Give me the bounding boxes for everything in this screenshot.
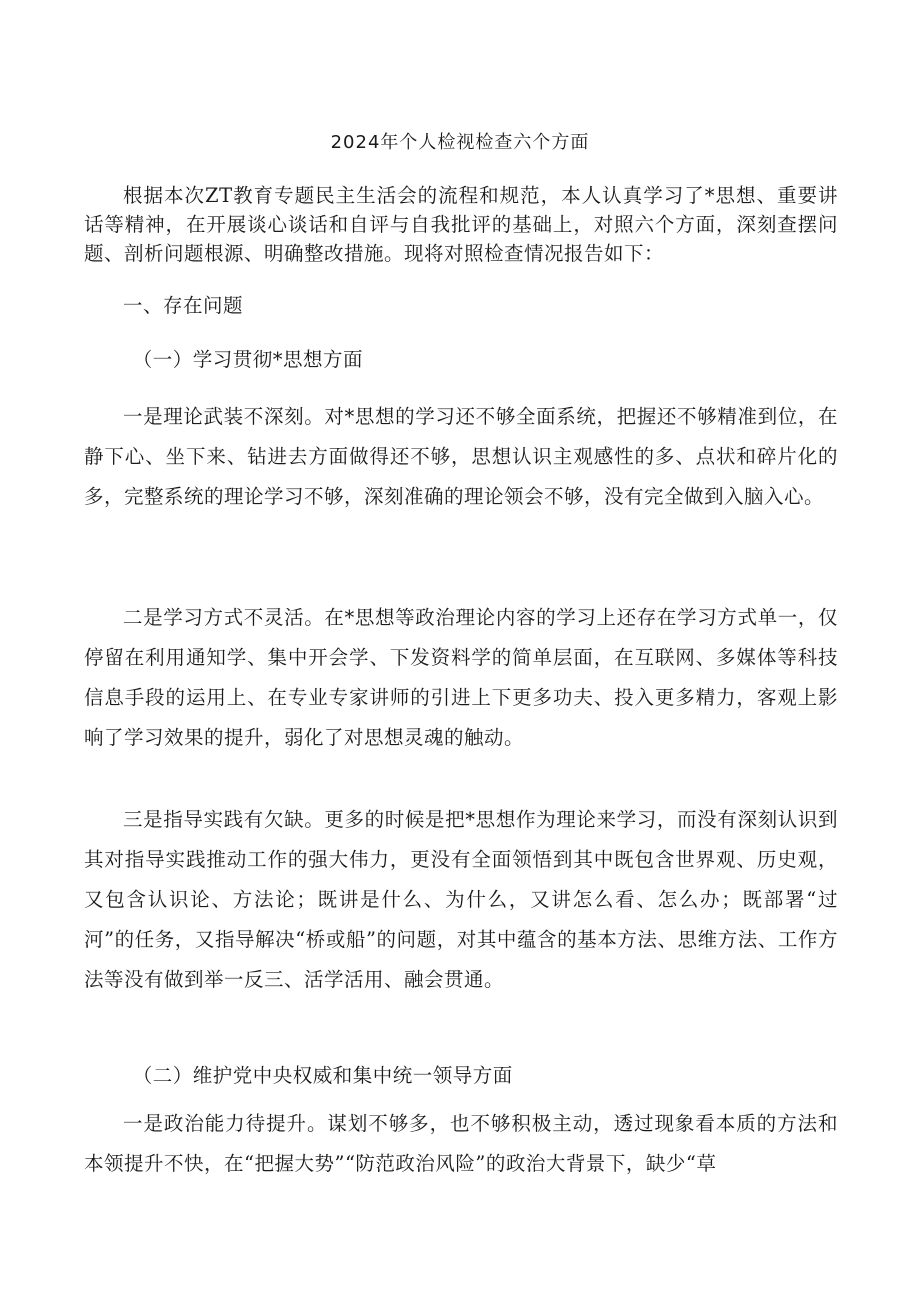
body-paragraph-1: 一是理论武装不深刻。对*思想的学习还不够全面系统，把握还不够精准到位，在静下心、坐下来、钻进去方面做得还不够，思想认识主观感性的多、点状和碎片化的多，完整系统的理论学习不够，深刻准确的理论领会不够，没有完全做到入脑入心。 xyxy=(84,405,838,508)
subsection-heading-2: （二）维护党中央权威和集中统一领导方面 xyxy=(132,1064,513,1087)
section-heading-1: 一、存在问题 xyxy=(123,294,244,317)
document-title: 2024年个人检视检查六个方面 xyxy=(330,132,590,153)
intro-paragraph: 根据本次ZT教育专题民主生活会的流程和规范，本人认真学习了*思想、重要讲话等精神，在开展谈心谈话和自评与自我批评的基础上，对照六个方面，深刻查摆问题、剖析问题根源、明确整改措施。现将对照检查情况报告如下： xyxy=(84,184,838,265)
subsection-heading-1: （一）学习贯彻*思想方面 xyxy=(132,348,364,371)
body-paragraph-2: 二是学习方式不灵活。在*思想等政治理论内容的学习上还存在学习方式单一，仅停留在利用通知学、集中开会学、下发资料学的简单层面，在互联网、多媒体等科技信息手段的运用上、在专业专家讲师的引进上下更多功夫、投入更多精力，客观上影响了学习效果的提升，弱化了对思想灵魂的触动。 xyxy=(84,606,838,749)
body-paragraph-4: 一是政治能力待提升。谋划不够多，也不够积极主动，透过现象看本质的方法和本领提升不快，在“把握大势”“防范政治风险”的政治大背景下，缺少“草 xyxy=(84,1112,838,1175)
body-paragraph-3: 三是指导实践有欠缺。更多的时候是把*思想作为理论来学习，而没有深刻认识到其对指导实践推动工作的强大伟力，更没有全面领悟到其中既包含世界观、历史观，又包含认识论、方法论；既讲是什么、为什么，又讲怎么看、怎么办；既部署“过河”的任务，又指导解决“桥或船”的问题，对其中蕴含的基本方法、思维方法、工作方法等没有做到举一反三、活学活用、融会贯通。 xyxy=(84,808,838,991)
